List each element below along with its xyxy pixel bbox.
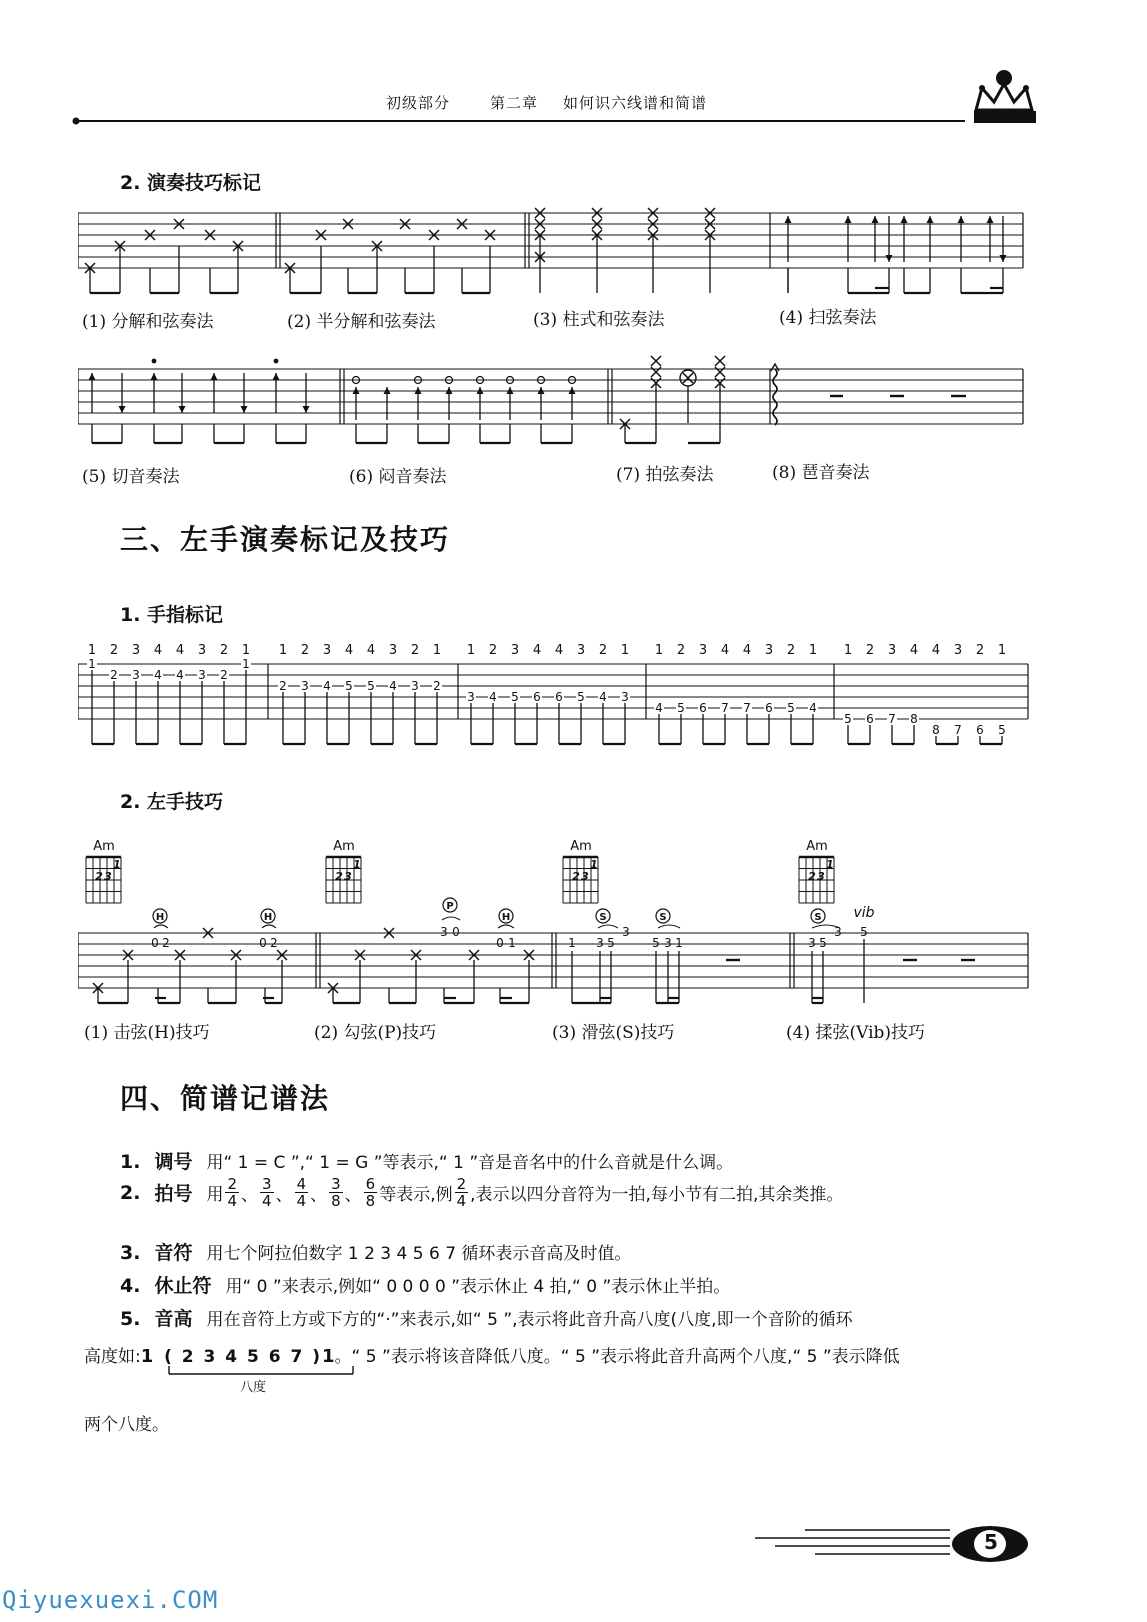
finger-number: 4 <box>532 643 542 658</box>
tab-number: 5 <box>819 936 827 950</box>
finger-tab <box>78 640 1038 755</box>
finger-number: 2 <box>109 643 119 658</box>
strum-arrow-head <box>872 216 879 223</box>
tab-number: 3 <box>622 925 630 939</box>
page-number: 5 <box>984 1530 998 1554</box>
staccato-dot <box>152 359 157 364</box>
fret-number: 6 <box>699 701 707 715</box>
fret-number: 7 <box>954 723 962 737</box>
fret-number: 3 <box>411 679 419 693</box>
strum-arrow-head <box>987 216 994 223</box>
finger-number: 2 <box>676 643 686 658</box>
fret-number: 3 <box>621 690 629 704</box>
chord-finger-number: 3 <box>817 870 825 883</box>
staccato-dot <box>274 359 279 364</box>
chord-finger-number: 3 <box>344 870 352 883</box>
finger-number: 2 <box>410 643 420 658</box>
technique-letter: H <box>263 912 273 923</box>
fret-number: 2 <box>279 679 287 693</box>
caption-vibrato: (4) 揉弦(Vib)技巧 <box>786 1023 926 1043</box>
pitch-example-line: 高度如:1 ( 2 3 4 5 6 7 )1。“ 5 ”表示将该音降低八度。“ 5 ”表示将此音升高两个八度,“ 5 ”表示降低 <box>84 1346 900 1367</box>
tab-number: 3 <box>440 925 448 939</box>
fret-number: 7 <box>888 712 896 726</box>
fret-number: 4 <box>809 701 817 715</box>
finger-number: 2 <box>786 643 796 658</box>
strum-arrow-head <box>1000 255 1007 262</box>
caption-slap: (7) 拍弦奏法 <box>616 465 714 485</box>
finger-number: 3 <box>953 643 963 658</box>
time-fraction: $\frac{6}{8}$ <box>365 1175 376 1210</box>
finger-number: 3 <box>698 643 708 658</box>
finger-number: 1 <box>432 643 442 658</box>
slur <box>154 925 168 928</box>
finger-number: 3 <box>322 643 332 658</box>
tab-number: 1 <box>675 936 683 950</box>
strum-arrow-head <box>119 406 126 413</box>
vibrato-mark: vib <box>853 905 875 921</box>
fret-number: 5 <box>367 679 375 693</box>
fret-number: 4 <box>489 690 497 704</box>
tab-number: 2 <box>270 936 278 950</box>
chord-name-label: Am <box>806 839 828 854</box>
strum-arrow-head <box>958 216 965 223</box>
fret-number: 1 <box>88 657 96 671</box>
crown-logo-icon <box>968 66 1042 128</box>
finger-number: 2 <box>865 643 875 658</box>
finger-number: 4 <box>344 643 354 658</box>
fret-number: 4 <box>176 668 184 682</box>
finger-number: 2 <box>975 643 985 658</box>
finger-number: 2 <box>300 643 310 658</box>
strum-arrow-head <box>273 373 280 380</box>
fret-number: 3 <box>132 668 140 682</box>
chord-finger-number: 2 <box>808 870 816 883</box>
x-notehead <box>683 373 693 383</box>
caption-chopping: (5) 切音奏法 <box>82 467 180 487</box>
item-notes: 3. 音符 用七个阿拉伯数字 1 2 3 4 5 6 7 循环表示音高及时值。 <box>120 1242 632 1264</box>
chord-name-label: Am <box>570 839 592 854</box>
tab-number: 0 <box>452 925 460 939</box>
time-fraction: $\frac{4}{4}$ <box>296 1175 307 1210</box>
technique-letter: S <box>599 912 607 923</box>
finger-number: 1 <box>997 643 1007 658</box>
caption-half-arpeggio: (2) 半分解和弦奏法 <box>287 312 436 332</box>
finger-number: 4 <box>909 643 919 658</box>
strum-arrow-head <box>241 406 248 413</box>
finger-number: 2 <box>488 643 498 658</box>
strum-arrow-head <box>845 216 852 223</box>
chord-finger-number: 1 <box>826 858 834 871</box>
item-pitch: 5. 音高 用在音符上方或下方的“·”来表示,如“ 5 ”,表示将此音升高八度(八度,即一个音阶的循环 <box>120 1308 853 1330</box>
strum-arrow-head <box>179 406 186 413</box>
item-key-signature: 1. 调号 用“ 1 = C ”,“ 1 = G ”等表示,“ 1 ”音是音名中的什么音就是什么调。 <box>120 1151 734 1173</box>
finger-number: 2 <box>598 643 608 658</box>
tab-number: 1 <box>568 936 576 950</box>
x-notehead <box>715 356 725 366</box>
slur <box>498 925 514 928</box>
chord-finger-number: 2 <box>95 870 103 883</box>
chord-finger-number: 2 <box>572 870 580 883</box>
finger-number: 1 <box>843 643 853 658</box>
finger-number: 1 <box>654 643 664 658</box>
finger-number: 3 <box>131 643 141 658</box>
tab-number: 3 <box>808 936 816 950</box>
header-part: 初级部分 <box>386 94 451 112</box>
tab-number: 0 <box>151 936 159 950</box>
left-hand-tab <box>78 835 1038 1015</box>
fret-number: 8 <box>932 723 940 737</box>
strum-arrow-head <box>901 216 908 223</box>
chord-finger-number: 1 <box>113 858 121 871</box>
finger-number: 1 <box>87 643 97 658</box>
caption-pull-off: (2) 勾弦(P)技巧 <box>314 1023 437 1043</box>
fret-number: 5 <box>511 690 519 704</box>
tab-number: 5 <box>860 925 868 939</box>
fret-number: 6 <box>866 712 874 726</box>
chord-finger-number: 3 <box>581 870 589 883</box>
finger-number: 3 <box>576 643 586 658</box>
chord-finger-number: 2 <box>335 870 343 883</box>
right-hand-tab-row-1 <box>78 205 1028 305</box>
fret-number: 2 <box>110 668 118 682</box>
fret-number: 6 <box>555 690 563 704</box>
finger-number: 1 <box>808 643 818 658</box>
caption-hammer-on: (1) 击弦(H)技巧 <box>84 1023 210 1043</box>
strum-arrow-head <box>886 255 893 262</box>
fret-number: 5 <box>787 701 795 715</box>
tab-number: 5 <box>607 936 615 950</box>
tab-number: 1 <box>508 936 516 950</box>
tab-number: 0 <box>496 936 504 950</box>
strum-arrow-head <box>303 406 310 413</box>
finger-number: 3 <box>197 643 207 658</box>
fret-number: 3 <box>301 679 309 693</box>
finger-number: 4 <box>153 643 163 658</box>
fret-number: 7 <box>721 701 729 715</box>
finger-number: 1 <box>466 643 476 658</box>
finger-number: 4 <box>554 643 564 658</box>
slur <box>442 917 460 920</box>
fret-number: 6 <box>976 723 984 737</box>
finger-number: 3 <box>510 643 520 658</box>
header-chapter: 第二章 <box>490 94 539 112</box>
chord-finger-number: 1 <box>353 858 361 871</box>
item-rests: 4. 休止符 用“ 0 ”来表示,例如“ 0 0 0 0 ”表示休止 4 拍,“ 0 ”表示休止半拍。 <box>120 1275 731 1297</box>
fret-number: 1 <box>242 657 250 671</box>
finger-number: 1 <box>620 643 630 658</box>
caption-arpeggio-chord: (1) 分解和弦奏法 <box>82 312 214 332</box>
caption-slide: (3) 滑弦(S)技巧 <box>552 1023 675 1043</box>
finger-number: 4 <box>742 643 752 658</box>
fret-number: 4 <box>389 679 397 693</box>
chord-finger-number: 1 <box>590 858 598 871</box>
strum-arrow-head <box>151 373 158 380</box>
chord-name-label: Am <box>333 839 355 854</box>
fret-number: 2 <box>433 679 441 693</box>
finger-number: 4 <box>175 643 185 658</box>
slur <box>658 925 680 928</box>
fret-number: 5 <box>998 723 1006 737</box>
fret-number: 5 <box>345 679 353 693</box>
arpeggio-wave <box>773 369 777 425</box>
fret-number: 7 <box>743 701 751 715</box>
finger-number: 1 <box>241 643 251 658</box>
technique-letter: H <box>501 912 511 923</box>
site-watermark: Qiyuexuexi.COM <box>2 1586 219 1614</box>
fret-number: 2 <box>220 668 228 682</box>
tab-number: 3 <box>834 925 842 939</box>
technique-letter: H <box>155 912 165 923</box>
caption-rolled-chord: (8) 琶音奏法 <box>772 463 870 483</box>
fret-number: 4 <box>599 690 607 704</box>
fret-number: 6 <box>765 701 773 715</box>
item-time-signature: 2. 拍号 用 $\frac{2}{4}$ 、 $\frac{3}{4}$ 、 $\frac{4}{4}$ 、 $\frac{3}{8}$ 、 $\frac{6}{8}$ 等表示,例 $\frac{2}{4}$ ,表示以四分音符为一拍,每小节有二拍,其余类推。 <box>120 1175 844 1210</box>
slur <box>598 925 618 928</box>
tab-number: 0 <box>259 936 267 950</box>
chord-finger-number: 3 <box>104 870 112 883</box>
fret-number: 3 <box>198 668 206 682</box>
fret-number: 4 <box>154 668 162 682</box>
strum-arrow-head <box>211 373 218 380</box>
fret-number: 3 <box>467 690 475 704</box>
finger-marks-title: 1. 手指标记 <box>120 604 224 626</box>
fret-number: 8 <box>910 712 918 726</box>
fret-number: 4 <box>655 701 663 715</box>
fret-number: 5 <box>844 712 852 726</box>
section-three-title: 三、左手演奏标记及技巧 <box>120 523 451 556</box>
example-fraction: $\frac{2}{4}$ <box>456 1175 467 1210</box>
finger-number: 3 <box>764 643 774 658</box>
finger-number: 2 <box>219 643 229 658</box>
fret-number: 6 <box>533 690 541 704</box>
finger-number: 1 <box>278 643 288 658</box>
fret-number: 5 <box>677 701 685 715</box>
tab-number: 3 <box>664 936 672 950</box>
section-four-title: 四、简谱记谱法 <box>120 1082 331 1115</box>
fret-number: 4 <box>323 679 331 693</box>
finger-number: 4 <box>931 643 941 658</box>
caption-palm-mute: (6) 闷音奏法 <box>349 467 447 487</box>
chord-name-label: Am <box>93 839 115 854</box>
time-fraction: $\frac{3}{8}$ <box>331 1175 341 1210</box>
technique-letter: S <box>659 912 667 923</box>
footer-rules <box>745 1522 955 1562</box>
strum-arrow-head <box>89 373 96 380</box>
fret-number: 5 <box>577 690 585 704</box>
finger-number: 3 <box>388 643 398 658</box>
tab-number: 5 <box>652 936 660 950</box>
header-rule <box>70 110 970 126</box>
finger-number: 3 <box>887 643 897 658</box>
strum-arrow-head <box>785 216 792 223</box>
header-chapter-title: 如何识六线谱和简谱 <box>563 94 708 112</box>
technique-letter: S <box>814 912 822 923</box>
strum-arrow-head <box>927 216 934 223</box>
last-line: 两个八度。 <box>84 1415 169 1435</box>
technique-letter: P <box>446 901 454 912</box>
tab-number: 2 <box>162 936 170 950</box>
right-hand-tab-row-2 <box>78 355 1028 450</box>
caption-block-chord: (3) 柱式和弦奏法 <box>533 310 665 330</box>
finger-number: 4 <box>720 643 730 658</box>
finger-number: 4 <box>366 643 376 658</box>
time-fraction: $\frac{3}{4}$ <box>262 1175 272 1210</box>
x-notehead <box>651 356 661 366</box>
left-hand-technique-title: 2. 左手技巧 <box>120 791 224 813</box>
octave-label: 八度 <box>240 1380 267 1395</box>
slur <box>262 925 276 928</box>
tab-number: 3 <box>596 936 604 950</box>
time-fraction: $\frac{2}{4}$ <box>227 1175 238 1210</box>
caption-strumming: (4) 扫弦奏法 <box>779 308 877 328</box>
technique-marks-title: 2. 演奏技巧标记 <box>120 172 262 194</box>
